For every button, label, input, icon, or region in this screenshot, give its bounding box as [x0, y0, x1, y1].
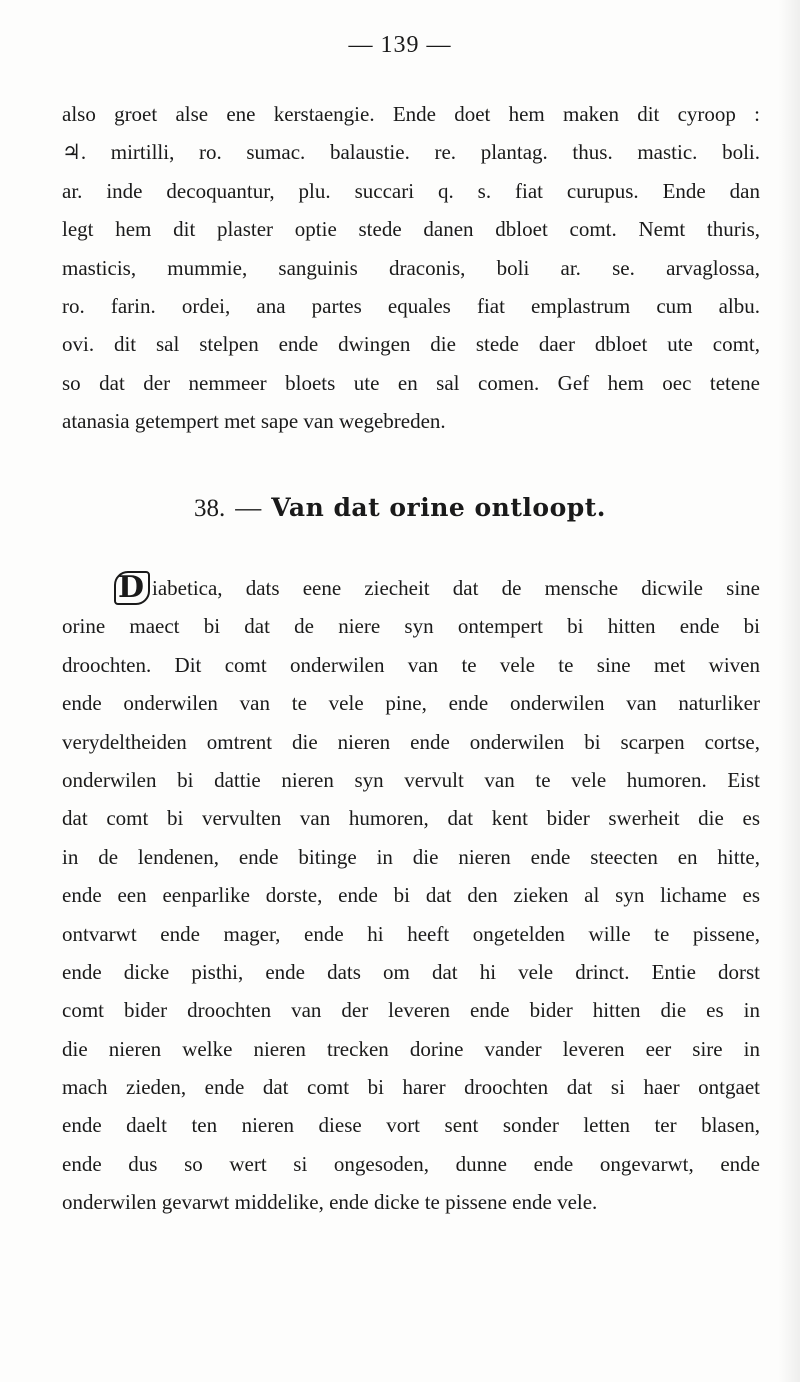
section-heading — [0, 490, 800, 527]
paragraph-line: comt bider droochten van der leveren ende bider hitten die es in — [62, 998, 760, 1023]
paragraph-line: ovi. dit sal stelpen ende dwingen die stede daer dbloet ute comt, — [62, 332, 760, 357]
paragraph-line: also groet alse ene kerstaengie. Ende doet hem maken dit cyroop : — [62, 102, 760, 126]
section-dash: — — [235, 493, 262, 522]
paragraph-line: ontvarwt ende mager, ende hi heeft ongetelden wille te pissene, — [62, 921, 760, 946]
first-line-text: iabetica, dats eene ziecheit dat de mensche dicwile sine — [152, 576, 760, 600]
paragraph-line: so dat der nemmeer bloets ute en sal comen. Gef hem oec tetene — [62, 370, 760, 395]
paragraph-line: onderwilen bi dattie nieren syn vervult van te vele humoren. Eist — [62, 767, 760, 792]
paragraph-line: legt hem dit plaster optie stede danen dbloet comt. Nemt thuris, — [62, 217, 760, 242]
paragraph-line: orine maect bi dat de niere syn ontempert bi hitten ende bi — [62, 614, 760, 639]
paragraph-line: ♃. mirtilli, ro. sumac. balaustie. re. plantag. thus. mastic. boli. — [62, 140, 760, 165]
paragraph-line: in de lendenen, ende bitinge in die nieren ende steecten en hitte, — [62, 844, 760, 869]
paragraph-line: droochten. Dit comt onderwilen van te vele te sine met wiven — [62, 652, 760, 677]
paragraph-line: mach zieden, ende dat comt bi harer droochten dat si haer ontgaet — [62, 1075, 760, 1100]
paragraph-line: verydeltheiden omtrent die nieren ende onderwilen bi scarpen cortse, — [62, 729, 760, 754]
paragraph-line: ende onderwilen van te vele pine, ende onderwilen van naturliker — [62, 691, 760, 716]
paragraph-line: masticis, mummie, sanguinis draconis, boli ar. se. arvaglossa, — [62, 255, 760, 280]
paragraph-line: dat comt bi vervulten van humoren, dat kent bider swerheit die es — [62, 806, 760, 831]
paragraph-line: die nieren welke nieren trecken dorine vander leveren eer sire in — [62, 1036, 760, 1061]
paragraph-line — [62, 569, 760, 607]
section-title: Van dat orine ontloopt. — [271, 493, 606, 522]
page-number: — 139 — — [348, 32, 452, 58]
paragraph-line: ar. inde decoquantur, plu. succari q. s. fiat curupus. Ende dan — [62, 178, 760, 203]
paragraph-line: atanasia getempert met sape van wegebreden. — [62, 409, 446, 434]
paragraph-line: ende dicke pisthi, ende dats om dat hi vele drinct. Entie dorst — [62, 959, 760, 984]
paragraph-line: ende een eenparlike dorste, ende bi dat den zieken al syn lichame es — [62, 883, 760, 908]
paragraph-line: onderwilen gevarwt middelike, ende dicke te pissene ende vele. — [62, 1190, 598, 1215]
paragraph-line: ende dus so wert si ongesoden, dunne ende ongevarwt, ende — [62, 1151, 760, 1176]
paragraph-diabetica — [62, 569, 760, 1222]
paragraph-line: ende daelt ten nieren diese vort sent sonder letten ter blasen, — [62, 1113, 760, 1138]
paragraph-continued — [62, 95, 760, 441]
decorated-initial: D — [114, 571, 150, 605]
section-number: 38. — [194, 495, 226, 522]
paragraph-line: ro. farin. ordei, ana partes equales fiat emplastrum cum albu. — [62, 293, 760, 318]
